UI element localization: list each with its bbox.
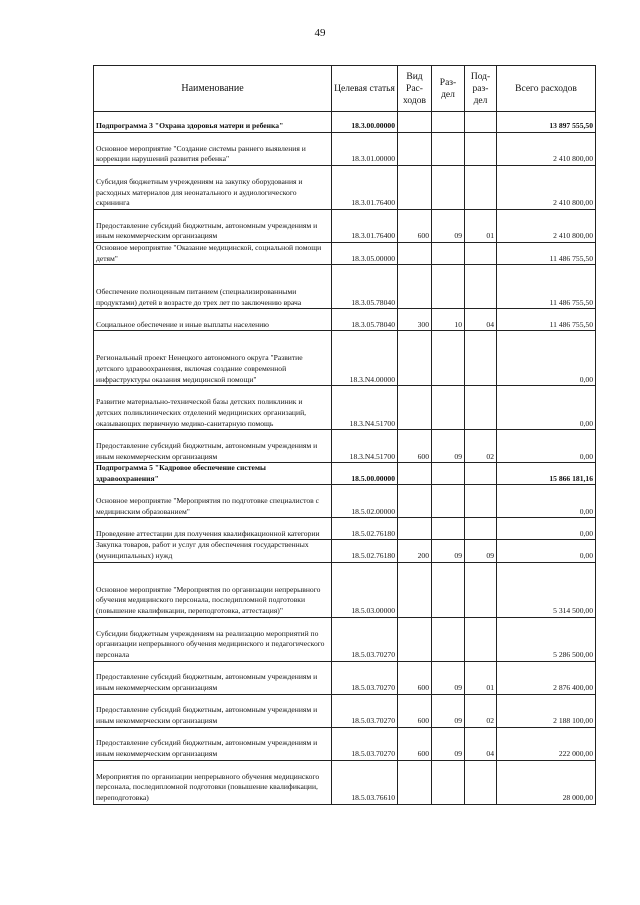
- row-expense-type: [398, 386, 432, 430]
- header-row: [94, 66, 596, 112]
- row-target-article: 18.3.05.78040: [332, 309, 398, 331]
- row-total: 0,00: [497, 518, 596, 540]
- row-total: 5 314 500,00: [497, 562, 596, 617]
- row-name: Предоставление субсидий бюджетным, автономным учреждениям и иным некоммерческим организациям: [94, 430, 332, 463]
- row-section: 09: [432, 210, 465, 243]
- table-row: [94, 166, 596, 210]
- row-total: 2 410 800,00: [497, 210, 596, 243]
- row-target-article: 18.3.05.78040: [332, 265, 398, 309]
- table-row: [94, 694, 596, 727]
- row-subsection: 04: [465, 309, 497, 331]
- row-subsection: [465, 386, 497, 430]
- row-target-article: 18.5.00.00000: [332, 463, 398, 485]
- table-row: [94, 485, 596, 518]
- row-name: Социальное обеспечение и иные выплаты населению: [94, 309, 332, 331]
- row-expense-type: 200: [398, 540, 432, 562]
- row-total: 2 410 800,00: [497, 133, 596, 166]
- row-name: Основное мероприятие "Мероприятия по организации непрерывного обучения медицинского персонала, последипломной подготовки (повышение квалификации, переподготовка, аттестация)": [94, 562, 332, 617]
- row-expense-type: 600: [398, 430, 432, 463]
- row-section: [432, 463, 465, 485]
- row-target-article: 18.5.02.76180: [332, 518, 398, 540]
- row-subsection: [465, 112, 497, 133]
- row-expense-type: 600: [398, 210, 432, 243]
- row-target-article: 18.3.01.76400: [332, 210, 398, 243]
- row-name: Основное мероприятие "Создание системы раннего выявления и коррекции нарушений развития ребенка": [94, 133, 332, 166]
- table-row: [94, 265, 596, 309]
- row-target-article: 18.3.05.00000: [332, 243, 398, 265]
- row-section: [432, 166, 465, 210]
- row-name: Субсидии бюджетным учреждениям на реализацию мероприятий по организации непрерывного обучения медицинского и педагогического персонала: [94, 617, 332, 661]
- row-name: Предоставление субсидий бюджетным, автономным учреждениям и иным некоммерческим организациям: [94, 661, 332, 694]
- row-name: Основное мероприятие "Оказание медицинской, социальной помощи детям": [94, 243, 332, 265]
- row-expense-type: [398, 562, 432, 617]
- table-row: [94, 760, 596, 804]
- row-section: 10: [432, 309, 465, 331]
- row-subsection: [465, 562, 497, 617]
- row-subsection: 02: [465, 694, 497, 727]
- row-section: [432, 485, 465, 518]
- row-subsection: [465, 760, 497, 804]
- row-total: 5 286 500,00: [497, 617, 596, 661]
- row-total: 11 486 755,50: [497, 309, 596, 331]
- row-section: [432, 386, 465, 430]
- row-name: Обеспечение полноценным питанием (специализированными продуктами) детей в возрасте до трех лет по заключению врача: [94, 265, 332, 309]
- row-subsection: 01: [465, 210, 497, 243]
- row-name: Проведение аттестации для получения квалификационной категории: [94, 518, 332, 540]
- row-name: Закупка товаров, работ и услуг для обеспечения государственных (муниципальных) нужд: [94, 540, 332, 562]
- row-expense-type: [398, 463, 432, 485]
- row-subsection: [465, 518, 497, 540]
- row-section: [432, 112, 465, 133]
- row-subsection: [465, 463, 497, 485]
- row-section: [432, 265, 465, 309]
- table-row: [94, 661, 596, 694]
- header-total: Всего расходов: [497, 66, 596, 112]
- table-row: [94, 331, 596, 386]
- row-expense-type: 300: [398, 309, 432, 331]
- row-subsection: 04: [465, 727, 497, 760]
- header-expense-type: Вид Рас- ходов: [398, 66, 432, 112]
- row-name: Региональный проект Ненецкого автономного округа "Развитие детского здравоохранения, включая создание современной инфраструктуры оказания медицинской помощи": [94, 331, 332, 386]
- row-subsection: [465, 331, 497, 386]
- row-name: Основное мероприятие "Мероприятия по подготовке специалистов с медицинским образованием": [94, 485, 332, 518]
- row-section: 09: [432, 661, 465, 694]
- row-total: 2 188 100,00: [497, 694, 596, 727]
- row-name: Предоставление субсидий бюджетным, автономным учреждениям и иным некоммерческим организациям: [94, 210, 332, 243]
- header-target-article: Целевая статья: [332, 66, 398, 112]
- header-section: Раз- дел: [432, 66, 465, 112]
- row-section: [432, 518, 465, 540]
- row-expense-type: 600: [398, 661, 432, 694]
- row-total: 0,00: [497, 485, 596, 518]
- row-subsection: 09: [465, 540, 497, 562]
- row-target-article: 18.3.N4.51700: [332, 386, 398, 430]
- row-subsection: [465, 617, 497, 661]
- row-total: 15 866 181,16: [497, 463, 596, 485]
- row-section: [432, 562, 465, 617]
- row-expense-type: 600: [398, 727, 432, 760]
- row-section: [432, 617, 465, 661]
- table-row: [94, 562, 596, 617]
- row-section: 09: [432, 430, 465, 463]
- row-expense-type: [398, 112, 432, 133]
- row-total: 0,00: [497, 430, 596, 463]
- row-total: 2 410 800,00: [497, 166, 596, 210]
- row-expense-type: [398, 243, 432, 265]
- row-expense-type: [398, 760, 432, 804]
- row-target-article: 18.5.03.70270: [332, 617, 398, 661]
- table-row: [94, 617, 596, 661]
- row-expense-type: [398, 485, 432, 518]
- row-total: 11 486 755,50: [497, 265, 596, 309]
- row-target-article: 18.5.03.70270: [332, 727, 398, 760]
- row-total: 28 000,00: [497, 760, 596, 804]
- row-subsection: [465, 243, 497, 265]
- row-target-article: 18.5.03.70270: [332, 694, 398, 727]
- row-section: [432, 243, 465, 265]
- row-subsection: [465, 166, 497, 210]
- table-row: [94, 430, 596, 463]
- table-row: [94, 243, 596, 265]
- row-subsection: [465, 133, 497, 166]
- row-expense-type: [398, 518, 432, 540]
- row-target-article: 18.5.03.70270: [332, 661, 398, 694]
- row-section: 09: [432, 694, 465, 727]
- row-target-article: 18.5.02.76180: [332, 540, 398, 562]
- row-section: 09: [432, 540, 465, 562]
- row-subsection: 01: [465, 661, 497, 694]
- table-row: [94, 210, 596, 243]
- row-subsection: [465, 265, 497, 309]
- row-name: Подпрограмма 5 "Кадровое обеспечение системы здравоохранения": [94, 463, 332, 485]
- row-target-article: 18.5.03.76610: [332, 760, 398, 804]
- row-section: [432, 331, 465, 386]
- row-expense-type: 600: [398, 694, 432, 727]
- row-target-article: 18.3.N4.00000: [332, 331, 398, 386]
- table-row: [94, 518, 596, 540]
- row-target-article: 18.3.01.00000: [332, 133, 398, 166]
- row-section: [432, 760, 465, 804]
- header-subsection: Под- раз- дел: [465, 66, 497, 112]
- row-name: Подпрограмма 3 "Охрана здоровья матери и ребенка": [94, 112, 332, 133]
- row-total: 0,00: [497, 540, 596, 562]
- table-row: [94, 386, 596, 430]
- row-expense-type: [398, 265, 432, 309]
- row-subsection: 02: [465, 430, 497, 463]
- row-name: Предоставление субсидий бюджетным, автономным учреждениям и иным некоммерческим организациям: [94, 694, 332, 727]
- budget-table: [93, 65, 596, 805]
- row-target-article: 18.5.03.00000: [332, 562, 398, 617]
- row-total: 222 000,00: [497, 727, 596, 760]
- table-row: [94, 727, 596, 760]
- row-section: [432, 133, 465, 166]
- row-expense-type: [398, 331, 432, 386]
- row-target-article: 18.3.N4.51700: [332, 430, 398, 463]
- row-target-article: 18.3.01.76400: [332, 166, 398, 210]
- row-name: Мероприятия по организации непрерывного обучения медицинского персонала, последипломной подготовки (повышение квалификации, переподготовка): [94, 760, 332, 804]
- row-target-article: 18.3.00.00000: [332, 112, 398, 133]
- table-row: [94, 309, 596, 331]
- table-row: [94, 540, 596, 562]
- row-total: 0,00: [497, 386, 596, 430]
- row-expense-type: [398, 133, 432, 166]
- row-total: 11 486 755,50: [497, 243, 596, 265]
- table-row: [94, 133, 596, 166]
- row-total: 13 897 555,50: [497, 112, 596, 133]
- row-name: Субсидия бюджетным учреждениям на закупку оборудования и расходных материалов для неонатального и аудиологического скрининга: [94, 166, 332, 210]
- table-row: [94, 463, 596, 485]
- row-target-article: 18.5.02.00000: [332, 485, 398, 518]
- row-name: Предоставление субсидий бюджетным, автономным учреждениям и иным некоммерческим организациям: [94, 727, 332, 760]
- row-subsection: [465, 485, 497, 518]
- row-section: 09: [432, 727, 465, 760]
- row-expense-type: [398, 617, 432, 661]
- row-expense-type: [398, 166, 432, 210]
- header-name: Наименование: [94, 66, 332, 112]
- table-row: [94, 112, 596, 133]
- row-total: 0,00: [497, 331, 596, 386]
- row-total: 2 876 400,00: [497, 661, 596, 694]
- row-name: Развитие материально-технической базы детских поликлиник и детских поликлинических отделений медицинских организаций, оказывающих первичную медико-санитарную помощь: [94, 386, 332, 430]
- page-number: 49: [314, 27, 326, 39]
